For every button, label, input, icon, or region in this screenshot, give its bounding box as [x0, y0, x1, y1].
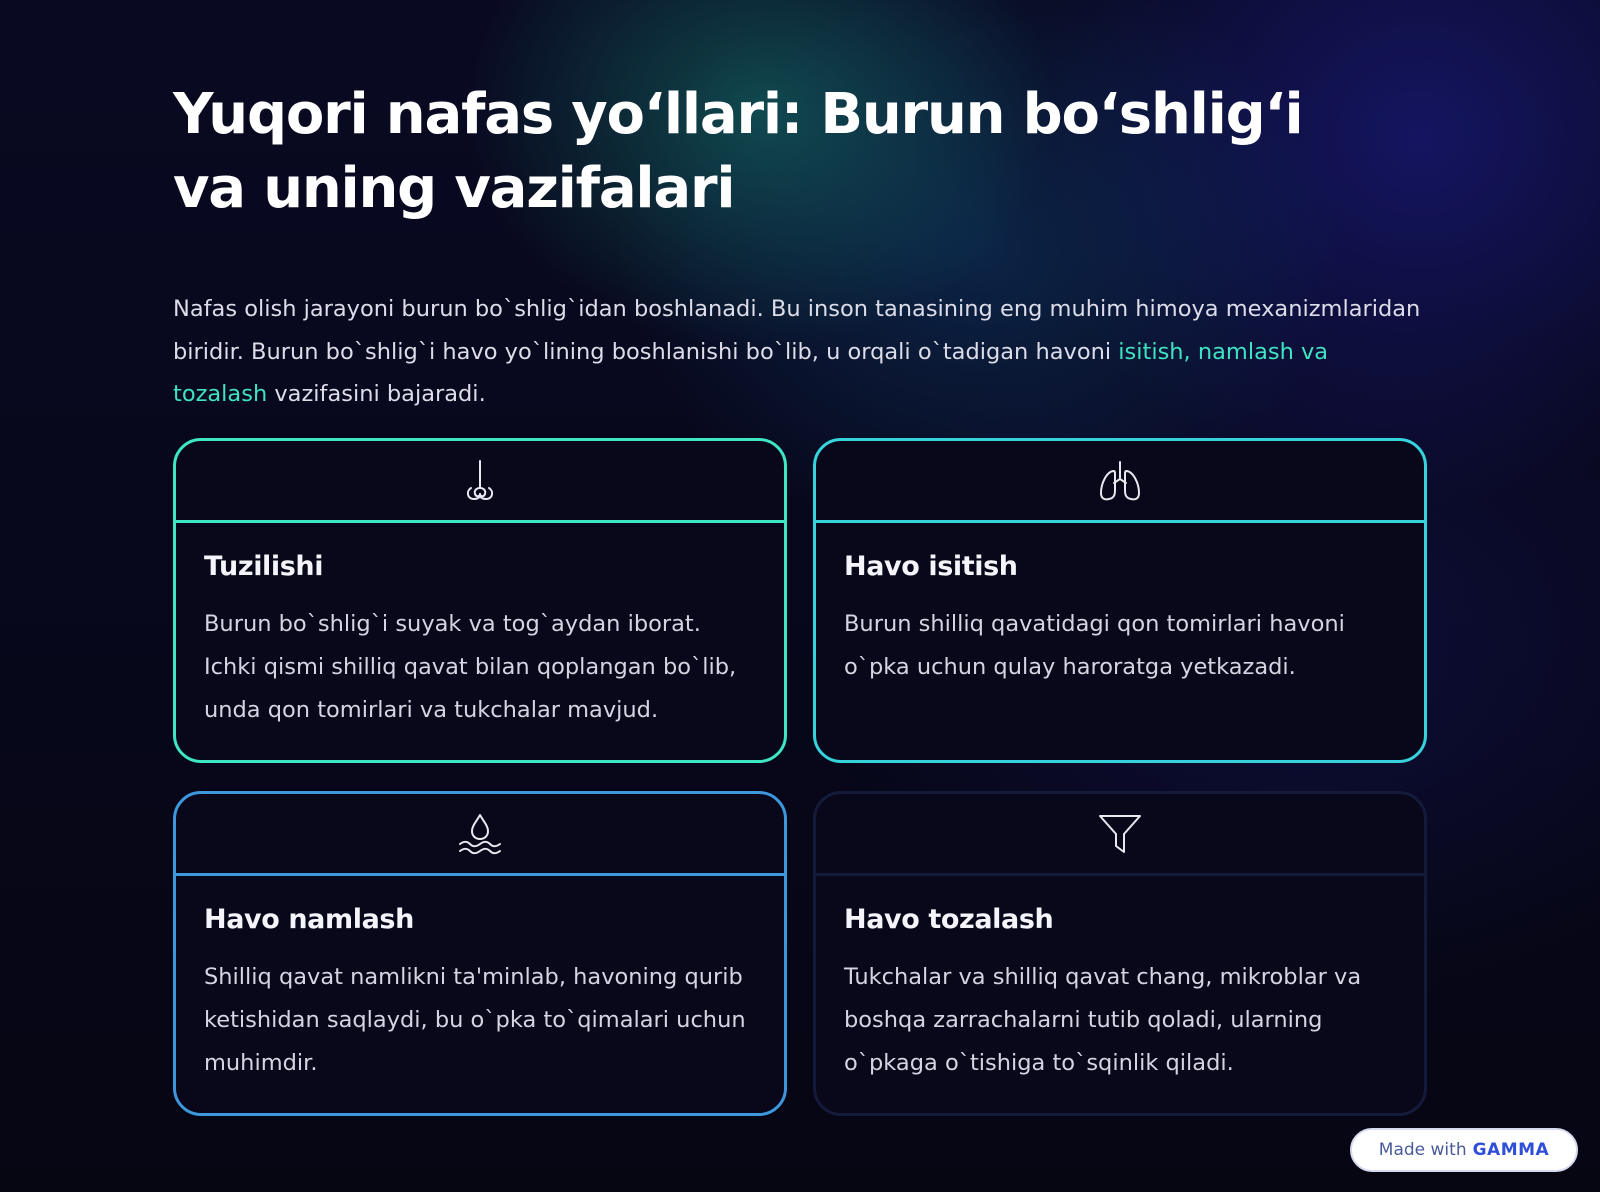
card-title: Havo namlash — [204, 904, 414, 935]
card-body — [816, 876, 1424, 1085]
made-with-gamma-badge[interactable] — [1350, 1128, 1578, 1172]
card-title: Havo tozalash — [844, 904, 1054, 935]
card-body — [176, 876, 784, 1085]
badge-label: Made with — [1378, 1140, 1467, 1160]
gamma-logo: GAMMA — [1472, 1140, 1550, 1160]
card-havo-tozalash — [813, 791, 1427, 1116]
card-body — [816, 523, 1424, 689]
card-text: Burun shilliq qavatidagi qon tomirlari havoni o`pka uchun qulay haroratga yetkazadi. — [844, 611, 1345, 680]
water-drop-icon — [457, 811, 503, 857]
intro-paragraph — [173, 288, 1423, 416]
card-title: Havo isitish — [844, 551, 1018, 582]
filter-icon — [1097, 812, 1143, 856]
intro-text-end: vazifasini bajaradi. — [267, 381, 486, 407]
card-icon-band — [176, 441, 784, 523]
card-tuzilishi — [173, 438, 787, 763]
card-havo-isitish — [813, 438, 1427, 763]
card-title: Tuzilishi — [204, 551, 324, 582]
nose-icon — [460, 458, 500, 504]
card-text: Burun bo`shlig`i suyak va tog`aydan iborat. Ichki qismi shilliq qavat bilan qoplangan bo`lib, unda qon tomirlari va tukchalar mavjud. — [204, 611, 737, 723]
card-text: Shilliq qavat namlikni ta'minlab, havoning qurib ketishidan saqlaydi, bu o`pka to`qimalari uchun muhimdir. — [204, 964, 746, 1076]
intro-highlight: isitish, namlash va tozalash — [173, 338, 1329, 407]
lungs-icon — [1096, 459, 1144, 503]
card-body — [176, 523, 784, 732]
page-title: Yuqori nafas yo‘llari: Burun bo‘shlig‘i va uning vazifalari — [173, 82, 1303, 221]
card-icon-band — [816, 794, 1424, 876]
feature-grid — [173, 438, 1427, 1118]
card-havo-namlash — [173, 791, 787, 1116]
slide-content — [173, 78, 1433, 416]
card-icon-band — [816, 441, 1424, 523]
card-text: Tukchalar va shilliq qavat chang, mikroblar va boshqa zarrachalarni tutib qoladi, ularning o`pkaga o`tishiga to`sqinlik qiladi. — [844, 964, 1362, 1076]
card-icon-band — [176, 794, 784, 876]
intro-text: Nafas olish jarayoni burun bo`shlig`idan boshlanadi. Bu inson tanasining eng muhim himoya mexanizmlaridan biridir. Burun bo`shlig`i havo yo`lining boshlanishi bo`lib, u orqali o`tadigan havoni — [173, 296, 1421, 365]
